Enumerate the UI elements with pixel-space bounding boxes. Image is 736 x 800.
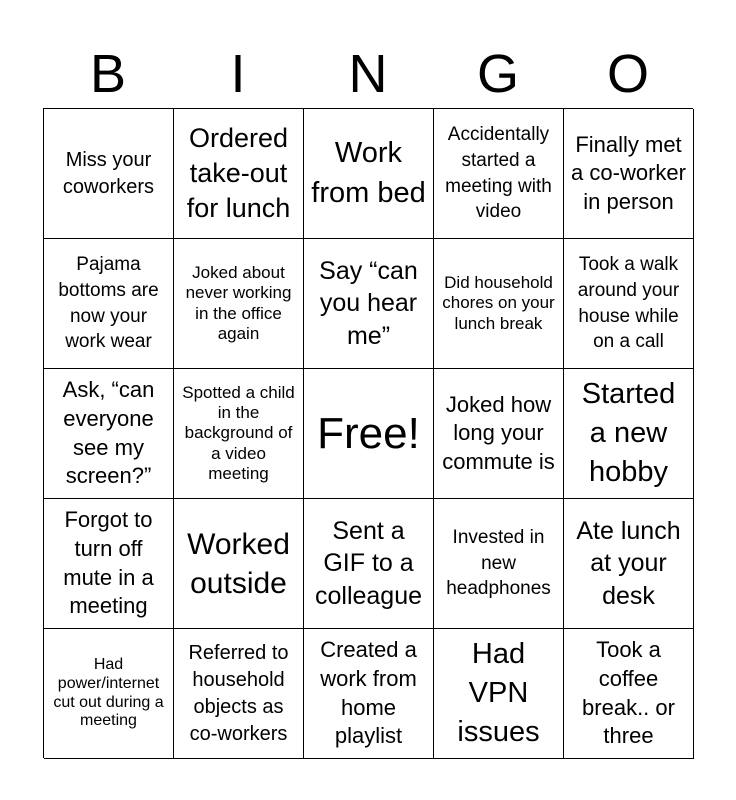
bingo-cell[interactable]: Finally met a co-worker in person bbox=[564, 109, 694, 239]
bingo-cell[interactable]: Pajama bottoms are now your work wear bbox=[44, 239, 174, 369]
header-letter-n: N bbox=[348, 44, 388, 104]
bingo-cell[interactable]: Ask, “can everyone see my screen?” bbox=[44, 369, 174, 499]
header-letter-i: I bbox=[230, 44, 246, 104]
free-space-cell[interactable]: Free! bbox=[304, 369, 434, 499]
bingo-header bbox=[43, 40, 693, 108]
bingo-cell[interactable]: Forgot to turn off mute in a meeting bbox=[44, 499, 174, 629]
header-letter-b: B bbox=[89, 44, 127, 104]
bingo-cell[interactable]: Joked about never working in the office again bbox=[174, 239, 304, 369]
bingo-cell[interactable]: Ate lunch at your desk bbox=[564, 499, 694, 629]
bingo-cell[interactable]: Ordered take-out for lunch bbox=[174, 109, 304, 239]
bingo-cell[interactable]: Spotted a child in the background of a video meeting bbox=[174, 369, 304, 499]
bingo-cell[interactable]: Took a walk around your house while on a call bbox=[564, 239, 694, 369]
bingo-cell[interactable]: Sent a GIF to a colleague bbox=[304, 499, 434, 629]
bingo-cell[interactable]: Miss your coworkers bbox=[44, 109, 174, 239]
bingo-cell[interactable]: Took a coffee break.. or three bbox=[564, 629, 694, 759]
bingo-cell[interactable]: Invested in new headphones bbox=[434, 499, 564, 629]
bingo-cell[interactable]: Work from bed bbox=[304, 109, 434, 239]
bingo-cell[interactable]: Created a work from home playlist bbox=[304, 629, 434, 759]
bingo-cell[interactable]: Did household chores on your lunch break bbox=[434, 239, 564, 369]
bingo-cell[interactable]: Had VPN issues bbox=[434, 629, 564, 759]
header-letter-o: O bbox=[606, 44, 649, 104]
bingo-cell[interactable]: Started a new hobby bbox=[564, 369, 694, 499]
header-letter-g: G bbox=[476, 44, 519, 104]
bingo-cell[interactable]: Worked outside bbox=[174, 499, 304, 629]
bingo-board bbox=[43, 108, 693, 758]
bingo-cell[interactable]: Say “can you hear me” bbox=[304, 239, 434, 369]
bingo-cell[interactable]: Referred to household objects as co-workers bbox=[174, 629, 304, 759]
bingo-cell[interactable]: Had power/internet cut out during a meeting bbox=[44, 629, 174, 759]
bingo-cell[interactable]: Accidentally started a meeting with video bbox=[434, 109, 564, 239]
bingo-cell[interactable]: Joked how long your commute is bbox=[434, 369, 564, 499]
